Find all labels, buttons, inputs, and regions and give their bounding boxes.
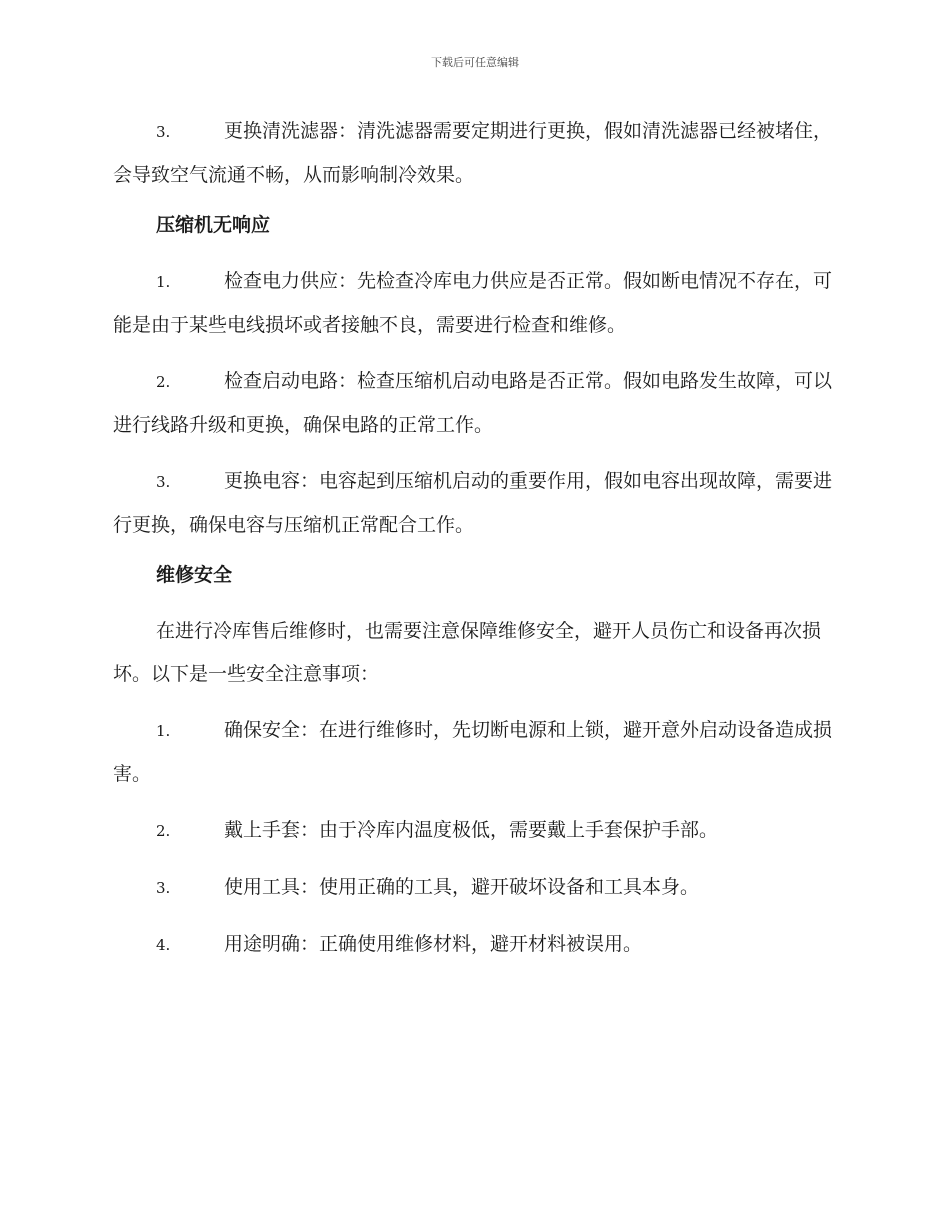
list-text: 戴上手套：由于冷库内温度极低，需要戴上手套保护手部。	[224, 819, 719, 841]
list-text: 更换电容：电容起到压缩机启动的重要作用，假如电容出现故障，需要进行更换，确保电容与压缩机正常配合工作。	[113, 470, 833, 536]
list-number: 1.	[156, 722, 171, 740]
intro-paragraph: 在进行冷库售后维修时，也需要注意保障维修安全，避开人员伤亡和设备再次损坏。以下是一些安全注意事项：	[113, 620, 822, 685]
list-item	[113, 866, 837, 910]
section-heading-compressor: 压缩机无响应	[156, 214, 271, 236]
list-text: 检查电力供应：先检查冷库电力供应是否正常。假如断电情况不存在，可能是由于某些电线损坏或者接触不良，需要进行检查和维修。	[113, 270, 833, 336]
list-text: 检查启动电路：检查压缩机启动电路是否正常。假如电路发生故障，可以进行线路升级和更换，确保电路的正常工作。	[113, 370, 833, 436]
list-item	[113, 923, 837, 967]
list-text: 确保安全：在进行维修时，先切断电源和上锁，避开意外启动设备造成损害。	[113, 719, 833, 785]
document-body	[113, 110, 837, 980]
list-item	[113, 360, 837, 447]
list-item	[113, 709, 837, 796]
list-item	[113, 110, 837, 197]
list-text: 使用工具：使用正确的工具，避开破坏设备和工具本身。	[224, 876, 700, 898]
list-number: 3.	[156, 123, 171, 141]
list-text: 更换清洗滤器：清洗滤器需要定期进行更换，假如清洗滤器已经被堵住，会导致空气流通不畅，从而影响制冷效果。	[113, 120, 833, 186]
list-number: 1.	[156, 273, 171, 291]
list-number: 3.	[156, 473, 171, 491]
list-text: 用途明确：正确使用维修材料，避开材料被误用。	[224, 933, 643, 955]
list-item	[113, 809, 837, 853]
page-header: 下载后可任意编辑	[431, 56, 519, 69]
list-number: 4.	[156, 936, 171, 954]
list-number: 2.	[156, 373, 171, 391]
list-number: 2.	[156, 822, 171, 840]
list-number: 3.	[156, 879, 171, 897]
list-item	[113, 260, 837, 347]
section-heading-safety: 维修安全	[156, 564, 233, 586]
list-item	[113, 460, 837, 547]
